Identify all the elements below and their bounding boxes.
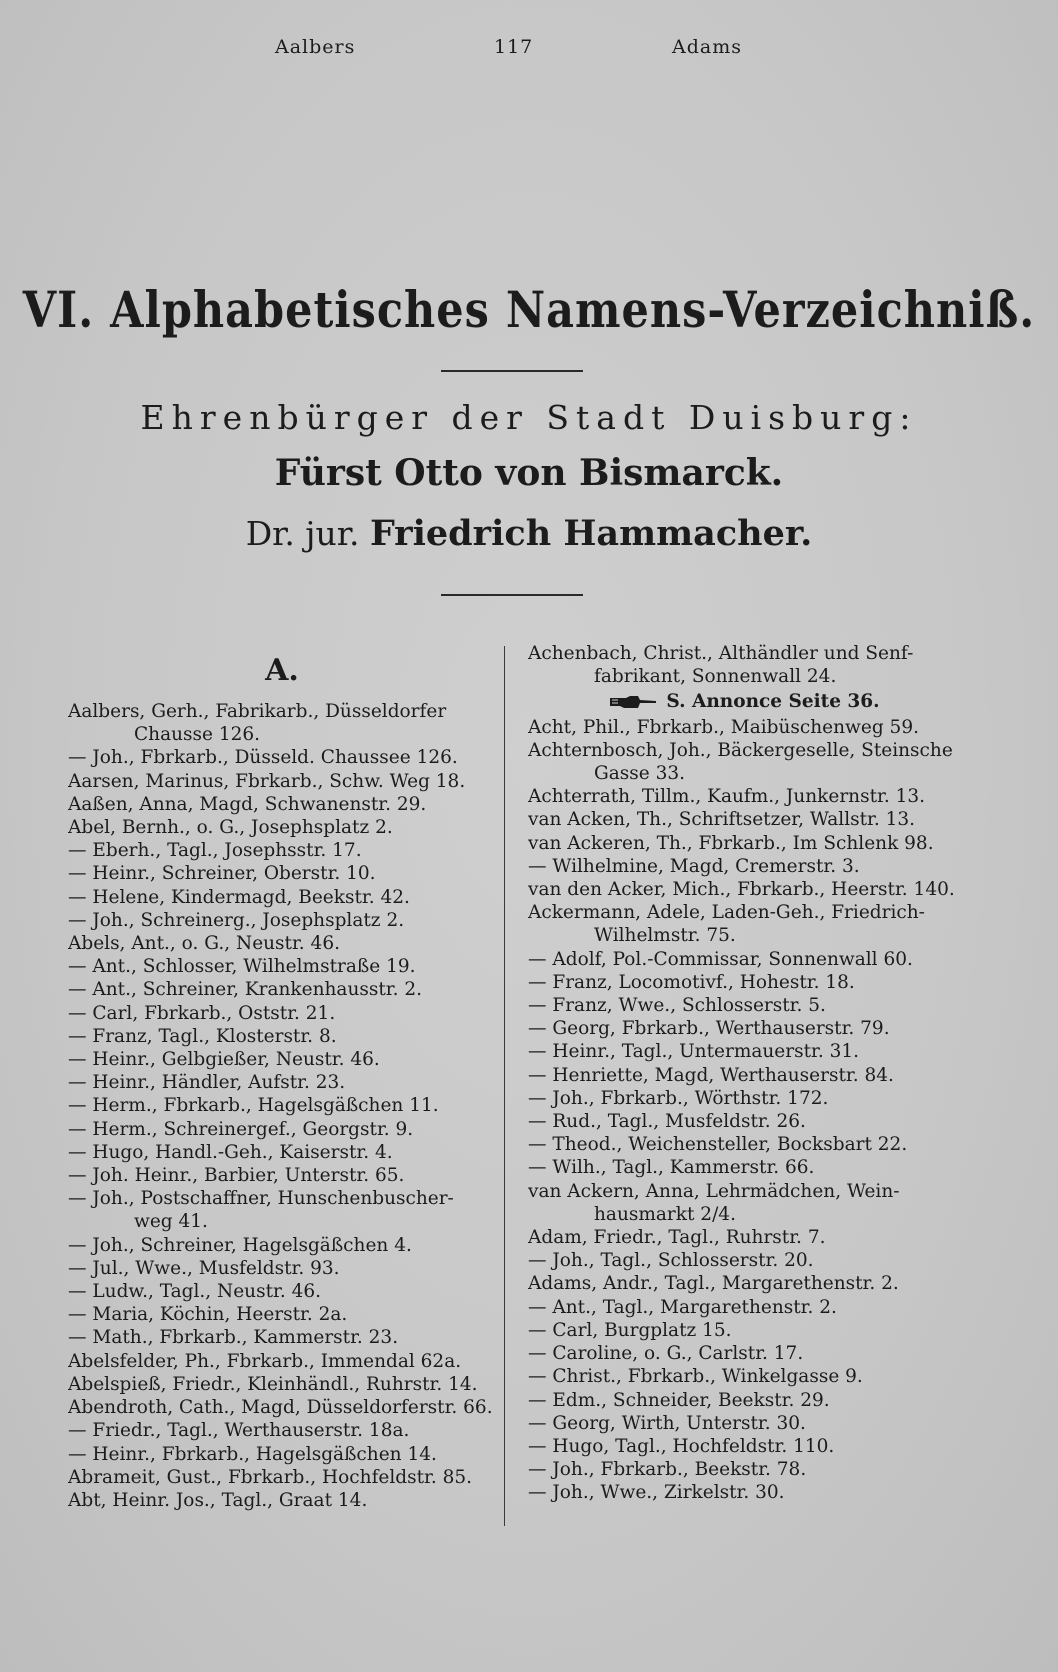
directory-entry xyxy=(528,878,960,901)
directory-entry xyxy=(68,1303,496,1326)
directory-entry xyxy=(528,971,960,994)
directory-entry xyxy=(528,901,960,947)
entry-line: Achterrath, Tillm., Kaufm., Junkernstr. 13. xyxy=(528,786,926,808)
entry-line: — Maria, Köchin, Heerstr. 2a. xyxy=(68,1304,348,1326)
directory-entry xyxy=(68,746,496,769)
directory-entry xyxy=(528,1365,960,1388)
header-left-word: Aalbers xyxy=(275,36,356,58)
entry-continuation-line: hausmarkt 2/4. xyxy=(594,1203,736,1225)
entry-line: — Joh., Fbrkarb., Wörthstr. 172. xyxy=(528,1087,829,1109)
pointing-hand-icon xyxy=(608,694,658,710)
entry-line: — Math., Fbrkarb., Kammerstr. 23. xyxy=(68,1327,399,1349)
entry-line: — Caroline, o. G., Carlstr. 17. xyxy=(528,1343,804,1365)
directory-entry xyxy=(68,1048,496,1071)
right-column-entries xyxy=(528,716,960,1505)
entry-line: — Christ., Fbrkarb., Winkelgasse 9. xyxy=(528,1366,863,1388)
directory-entry xyxy=(528,832,960,855)
directory-entry xyxy=(68,1489,496,1512)
right-column-leading-entries xyxy=(528,642,960,688)
entry-line: — Carl, Burgplatz 15. xyxy=(528,1319,732,1341)
entry-continuation-line: Wilhelmstr. 75. xyxy=(594,925,736,947)
directory-entry xyxy=(68,770,496,793)
directory-entry xyxy=(68,816,496,839)
divider-rule xyxy=(441,594,583,596)
directory-entry xyxy=(68,862,496,885)
entry-line: — Helene, Kindermagd, Beekstr. 42. xyxy=(68,886,410,908)
entry-line: Achternbosch, Joh., Bäckergeselle, Steinsche xyxy=(528,739,953,761)
column-divider xyxy=(504,646,505,1526)
directory-entry xyxy=(68,1280,496,1303)
honoree-bismarck: Fürst Otto von Bismarck. xyxy=(274,452,784,494)
directory-entry xyxy=(68,978,496,1001)
directory-entry xyxy=(68,1187,496,1233)
entry-line: Abendroth, Cath., Magd, Düsseldorferstr. 66. xyxy=(68,1397,493,1419)
directory-entry xyxy=(68,1094,496,1117)
entry-line: — Franz, Wwe., Schlosserstr. 5. xyxy=(528,995,826,1017)
entry-line: — Ludw., Tagl., Neustr. 46. xyxy=(68,1281,322,1303)
directory-entry xyxy=(68,909,496,932)
directory-entry xyxy=(528,808,960,831)
directory-entry xyxy=(528,1087,960,1110)
directory-entry xyxy=(528,1296,960,1319)
entry-line: — Wilh., Tagl., Kammerstr. 66. xyxy=(528,1157,815,1179)
entry-line: — Adolf, Pol.-Commissar, Sonnenwall 60. xyxy=(528,948,913,970)
directory-entry xyxy=(528,1481,960,1504)
directory-entry xyxy=(68,793,496,816)
honoree-name: Friedrich Hammacher. xyxy=(369,513,813,554)
entry-line: Acht, Phil., Fbrkarb., Maibüschenweg 59. xyxy=(528,716,919,738)
directory-entry xyxy=(68,1466,496,1489)
honoree-title: Dr. jur. xyxy=(245,514,360,553)
directory-entry xyxy=(528,994,960,1017)
entry-line: Abel, Bernh., o. G., Josephsplatz 2. xyxy=(68,817,393,839)
entry-line: — Eberh., Tagl., Josephsstr. 17. xyxy=(68,840,362,862)
directory-entry xyxy=(528,1435,960,1458)
directory-entry xyxy=(528,1319,960,1342)
entry-line: — Ant., Schreiner, Krankenhausstr. 2. xyxy=(68,979,423,1001)
directory-entry xyxy=(68,1443,496,1466)
directory-entry xyxy=(68,1326,496,1349)
entry-line: van Ackern, Anna, Lehrmädchen, Wein- xyxy=(528,1180,900,1202)
directory-entry xyxy=(528,1156,960,1179)
entry-line: — Heinr., Händler, Aufstr. 23. xyxy=(68,1072,346,1094)
honorary-citizens-heading: Ehrenbürger der Stadt Duisburg: xyxy=(140,398,918,437)
entry-line: Achenbach, Christ., Althändler und Senf- xyxy=(528,643,914,664)
directory-entry xyxy=(528,1064,960,1087)
entry-line: — Heinr., Fbrkarb., Hagelsgäßchen 14. xyxy=(68,1443,437,1465)
advertisement-notice xyxy=(528,690,960,713)
divider-rule xyxy=(441,370,583,372)
directory-entry xyxy=(528,1110,960,1133)
directory-entry xyxy=(528,785,960,808)
entry-line: Abt, Heinr. Jos., Tagl., Graat 14. xyxy=(68,1489,368,1511)
directory-entry xyxy=(68,839,496,862)
directory-entry xyxy=(68,1164,496,1187)
letter-heading: A. xyxy=(265,653,299,688)
directory-entry xyxy=(528,1342,960,1365)
directory-entry xyxy=(68,1350,496,1373)
entry-line: — Joh., Schreinerg., Josephsplatz 2. xyxy=(68,909,405,931)
directory-entry xyxy=(68,955,496,978)
entry-continuation-line: Gasse 33. xyxy=(594,763,686,785)
entry-line: Abrameit, Gust., Fbrkarb., Hochfeldstr. 85. xyxy=(68,1466,473,1488)
page-number: 117 xyxy=(494,36,534,58)
directory-entry xyxy=(68,1234,496,1257)
entry-line: — Georg, Fbrkarb., Werthauserstr. 79. xyxy=(528,1018,890,1040)
entry-line: Adams, Andr., Tagl., Margarethenstr. 2. xyxy=(528,1273,899,1295)
directory-entry xyxy=(528,1458,960,1481)
entry-line: — Franz, Tagl., Klosterstr. 8. xyxy=(68,1025,337,1047)
entry-line: — Theod., Weichensteller, Bocksbart 22. xyxy=(528,1134,908,1156)
entry-line: — Heinr., Tagl., Untermauerstr. 31. xyxy=(528,1041,860,1063)
directory-entry xyxy=(528,716,960,739)
entry-line: — Herm., Schreinergef., Georgstr. 9. xyxy=(68,1118,414,1140)
entry-line: — Joh. Heinr., Barbier, Unterstr. 65. xyxy=(68,1165,405,1187)
directory-entry xyxy=(528,1412,960,1435)
entry-line: — Joh., Fbrkarb., Düsseld. Chaussee 126. xyxy=(68,747,458,769)
entry-line: — Joh., Schreiner, Hagelsgäßchen 4. xyxy=(68,1234,412,1256)
directory-entry xyxy=(68,700,496,746)
entry-line: — Henriette, Magd, Werthauserstr. 84. xyxy=(528,1064,894,1086)
directory-entry xyxy=(528,1249,960,1272)
directory-entry xyxy=(528,1180,960,1226)
entry-line: Aarsen, Marinus, Fbrkarb., Schw. Weg 18. xyxy=(68,770,466,792)
entry-line: — Friedr., Tagl., Werthauserstr. 18a. xyxy=(68,1420,410,1442)
honoree-hammacher xyxy=(0,513,1058,554)
directory-entry xyxy=(528,642,960,688)
entry-line: van den Acker, Mich., Fbrkarb., Heerstr. 140. xyxy=(528,879,955,901)
directory-entry xyxy=(68,886,496,909)
entry-line: Adam, Friedr., Tagl., Ruhrstr. 7. xyxy=(528,1227,826,1249)
entry-line: van Ackeren, Th., Fbrkarb., Im Schlenk 98. xyxy=(528,832,934,854)
directory-entry xyxy=(528,1017,960,1040)
directory-entry xyxy=(68,1002,496,1025)
directory-entry xyxy=(68,1396,496,1419)
directory-entry xyxy=(528,1133,960,1156)
entry-line: — Carl, Fbrkarb., Oststr. 21. xyxy=(68,1002,336,1024)
header-right-word: Adams xyxy=(672,36,742,58)
section-title: VI. Alphabetisches Namens-Verzeichniß. xyxy=(22,282,1036,340)
directory-entry xyxy=(528,1226,960,1249)
entry-line: — Georg, Wirth, Unterstr. 30. xyxy=(528,1412,806,1434)
entry-line: — Wilhelmine, Magd, Cremerstr. 3. xyxy=(528,855,860,877)
entry-line: — Hugo, Handl.-Geh., Kaiserstr. 4. xyxy=(68,1141,393,1163)
entry-line: Aalbers, Gerh., Fabrikarb., Düsseldorfer xyxy=(68,701,447,722)
directory-entry xyxy=(68,932,496,955)
advertisement-notice-text: S. Annonce Seite 36. xyxy=(666,691,880,713)
directory-entry xyxy=(68,1141,496,1164)
directory-entry xyxy=(68,1071,496,1094)
directory-entry xyxy=(528,948,960,971)
directory-entry xyxy=(528,739,960,785)
entry-line: Aaßen, Anna, Magd, Schwanenstr. 29. xyxy=(68,793,427,815)
entry-line: Abelspieß, Friedr., Kleinhändl., Ruhrstr. 14. xyxy=(68,1373,478,1395)
entry-line: — Joh., Tagl., Schlosserstr. 20. xyxy=(528,1250,814,1272)
entry-line: — Herm., Fbrkarb., Hagelsgäßchen 11. xyxy=(68,1095,439,1117)
entry-line: van Acken, Th., Schriftsetzer, Wallstr. 13. xyxy=(528,809,916,831)
entry-continuation-line: Chausse 126. xyxy=(134,724,261,746)
entry-line: — Joh., Postschaffner, Hunschenbuscher- xyxy=(68,1188,454,1210)
directory-entry xyxy=(528,855,960,878)
left-column xyxy=(68,642,496,1512)
entry-line: — Heinr., Gelbgießer, Neustr. 46. xyxy=(68,1049,380,1071)
entry-line: — Franz, Locomotivf., Hohestr. 18. xyxy=(528,971,855,993)
running-head xyxy=(0,36,1058,66)
entry-line: — Joh., Fbrkarb., Beekstr. 78. xyxy=(528,1459,807,1481)
directory-entry xyxy=(528,1040,960,1063)
directory-entry xyxy=(68,1419,496,1442)
entry-line: — Joh., Wwe., Zirkelstr. 30. xyxy=(528,1482,785,1504)
entry-line: Ackermann, Adele, Laden-Geh., Friedrich- xyxy=(528,902,925,924)
entry-continuation-line: fabrikant, Sonnenwall 24. xyxy=(594,666,837,688)
entry-continuation-line: weg 41. xyxy=(134,1211,208,1233)
entry-line: Abelsfelder, Ph., Fbrkarb., Immendal 62a. xyxy=(68,1350,462,1372)
entry-line: — Edm., Schneider, Beekstr. 29. xyxy=(528,1389,830,1411)
entry-line: Abels, Ant., o. G., Neustr. 46. xyxy=(68,933,340,955)
right-column xyxy=(528,642,960,1505)
directory-entry xyxy=(528,1272,960,1295)
directory-entry xyxy=(528,1389,960,1412)
entry-line: — Jul., Wwe., Musfeldstr. 93. xyxy=(68,1257,340,1279)
directory-entry xyxy=(68,1373,496,1396)
entry-line: — Hugo, Tagl., Hochfeldstr. 110. xyxy=(528,1435,835,1457)
entry-line: — Heinr., Schreiner, Oberstr. 10. xyxy=(68,863,376,885)
directory-entry xyxy=(68,1025,496,1048)
entry-line: — Ant., Tagl., Margarethenstr. 2. xyxy=(528,1296,837,1318)
directory-entry xyxy=(68,1118,496,1141)
entry-line: — Ant., Schlosser, Wilhelmstraße 19. xyxy=(68,956,416,978)
entry-line: — Rud., Tagl., Musfeldstr. 26. xyxy=(528,1111,806,1133)
directory-entry xyxy=(68,1257,496,1280)
